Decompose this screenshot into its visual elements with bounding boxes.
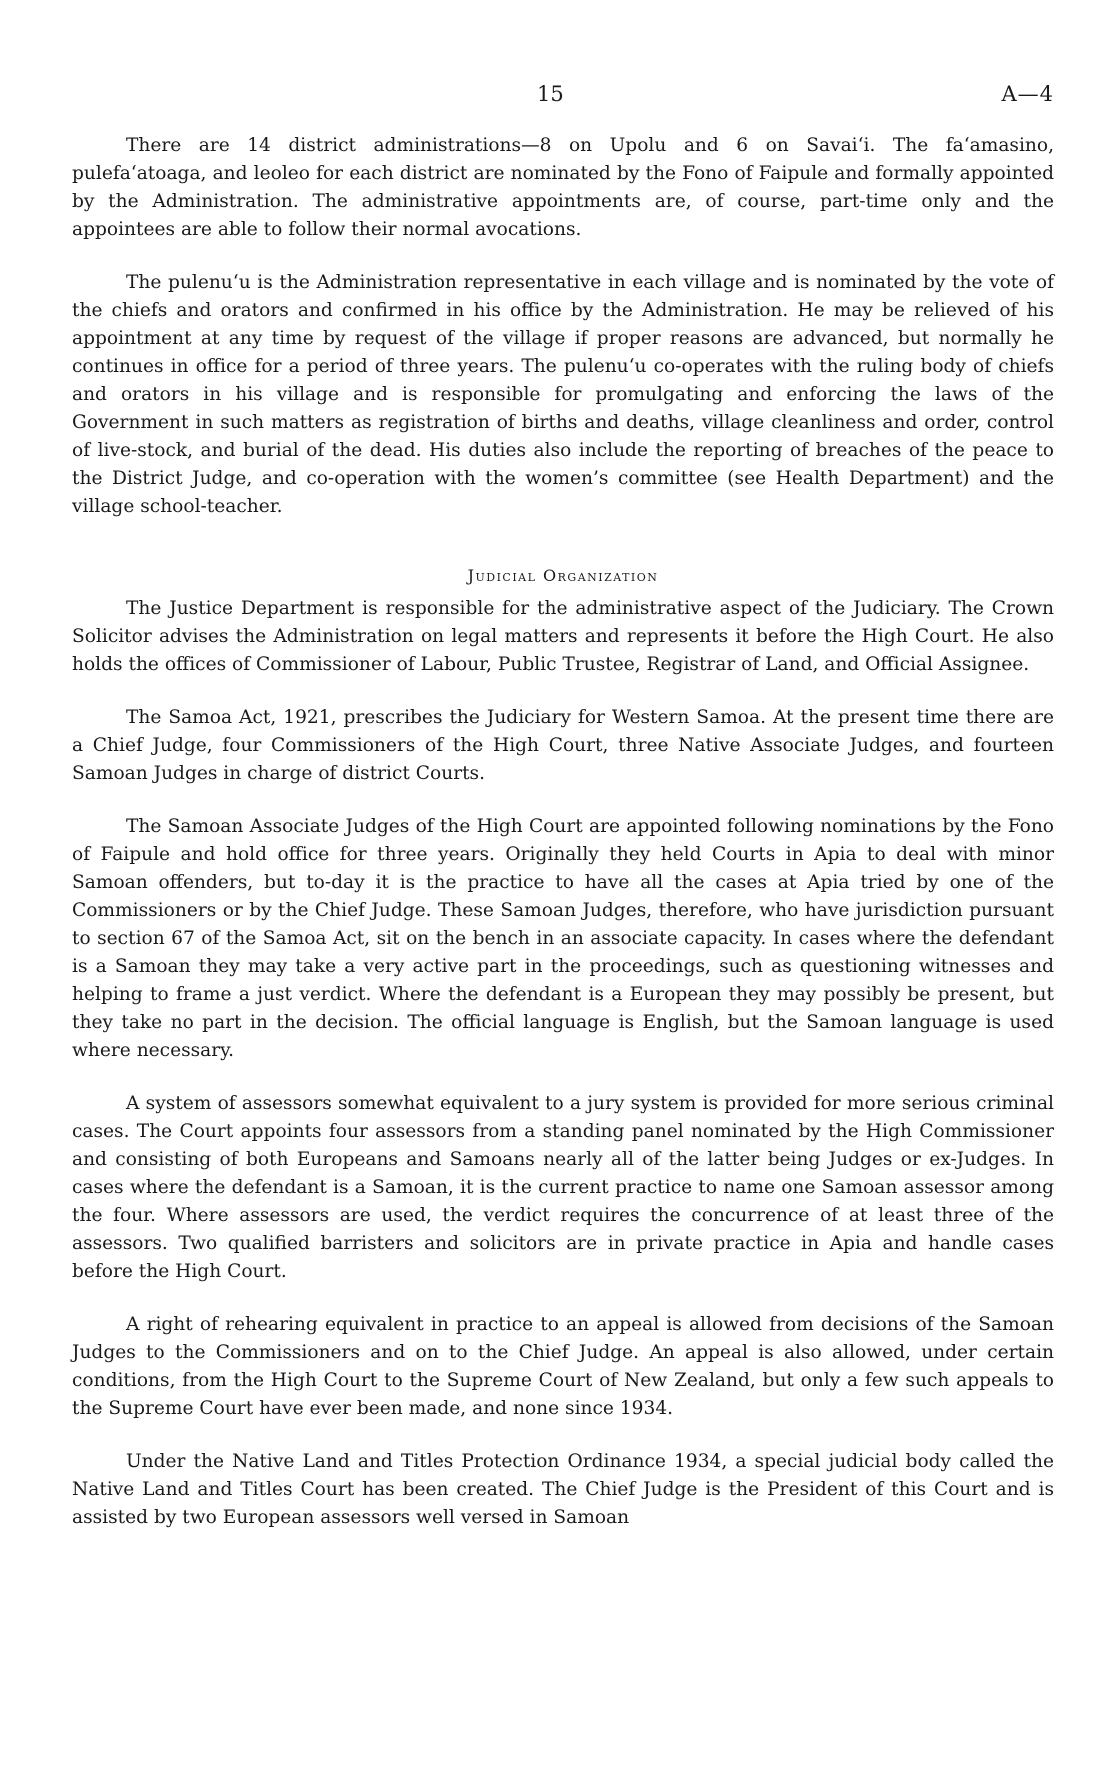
paragraph-justice-department: The Justice Department is responsible for the administrative aspect of the Judiciary. The Crown Solicitor advises the Administration on legal matters and represents it before the High Court. He also holds the offices of Commissioner of Labour, Public Trustee, Registrar of Land, and Official Assignee.	[72, 598, 1054, 675]
paragraph-samoa-act: The Samoa Act, 1921, prescribes the Judiciary for Western Samoa. At the present time there are a Chief Judge, four Commissioners of the High Court, three Native Associate Judges, and fourteen Samoan Judges in charge of district Courts.	[72, 707, 1054, 784]
paragraph-associate-judges: The Samoan Associate Judges of the High Court are appointed following nominations by the Fono of Faipule and hold office for three years. Originally they held Courts in Apia to deal with minor Samoan offenders, but to-day it is the practice to have all the cases at Apia tried by one of the Commissioners or by the Chief Judge. These Samoan Judges, therefore, who have jurisdiction pursuant to section 67 of the Samoa Act, sit on the bench in an associate capacity. In cases where the defendant is a Samoan they may take a very active part in the proceedings, such as questioning witnesses and helping to frame a just verdict. Where the defendant is a European they may possibly be present, but they take no part in the decision. The official language is English, but the Samoan language is used where necessary.	[72, 816, 1054, 1061]
paragraph-district-administrations: There are 14 district administrations—8 on Upolu and 6 on Savai‘i. The fa‘amasino, pulefa‘atoaga, and leoleo for each district are nominated by the Fono of Faipule and formally appointed by the Administration. The administrative appointments are, of course, part-time only and the appointees are able to follow their normal avocations.	[72, 135, 1054, 240]
paragraph-rehearing: A right of rehearing equivalent in practice to an appeal is allowed from decisions of the Samoan Judges to the Commissioners and on to the Chief Judge. An appeal is also allowed, under certain conditions, from the High Court to the Supreme Court of New Zealand, but only a few such appeals to the Supreme Court have ever been made, and none since 1934.	[72, 1314, 1054, 1419]
page-number: 15	[537, 82, 564, 106]
section-heading: Judicial Organization	[467, 566, 659, 585]
paragraph-assessors: A system of assessors somewhat equivalent to a jury system is provided for more serious criminal cases. The Court appoints four assessors from a standing panel nominated by the High Commissioner and consisting of both Europeans and Samoans nearly all of the latter being Judges or ex-Judges. In cases where the defendant is a Samoan, it is the current practice to name one Samoan assessor among the four. Where assessors are used, the verdict requires the concurrence of at least three of the assessors. Two qualified barristers and solicitors are in private practice in Apia and handle cases before the High Court.	[72, 1093, 1054, 1282]
paragraph-pulenuu: The pulenu‘u is the Administration representative in each village and is nominated by the vote of the chiefs and orators and confirmed in his office by the Administration. He may be relieved of his appointment at any time by request of the village if proper reasons are advanced, but normally he continues in office for a period of three years. The pulenu‘u co-operates with the ruling body of chiefs and orators in his village and is responsible for promulgating and enforcing the laws of the Government in such matters as registration of births and deaths, village cleanliness and order, control of live-stock, and burial of the dead. His duties also include the reporting of breaches of the peace to the District Judge, and co-operation with the women’s committee (see Health Department) and the village school-teacher.	[72, 272, 1054, 517]
paragraph-land-titles-court: Under the Native Land and Titles Protection Ordinance 1934, a special judicial body called the Native Land and Titles Court has been created. The Chief Judge is the President of this Court and is assisted by two European assessors well versed in Samoan	[72, 1451, 1054, 1528]
document-page	[72, 82, 1054, 1557]
document-code: A—4	[1001, 82, 1054, 106]
page-header	[72, 82, 1054, 122]
